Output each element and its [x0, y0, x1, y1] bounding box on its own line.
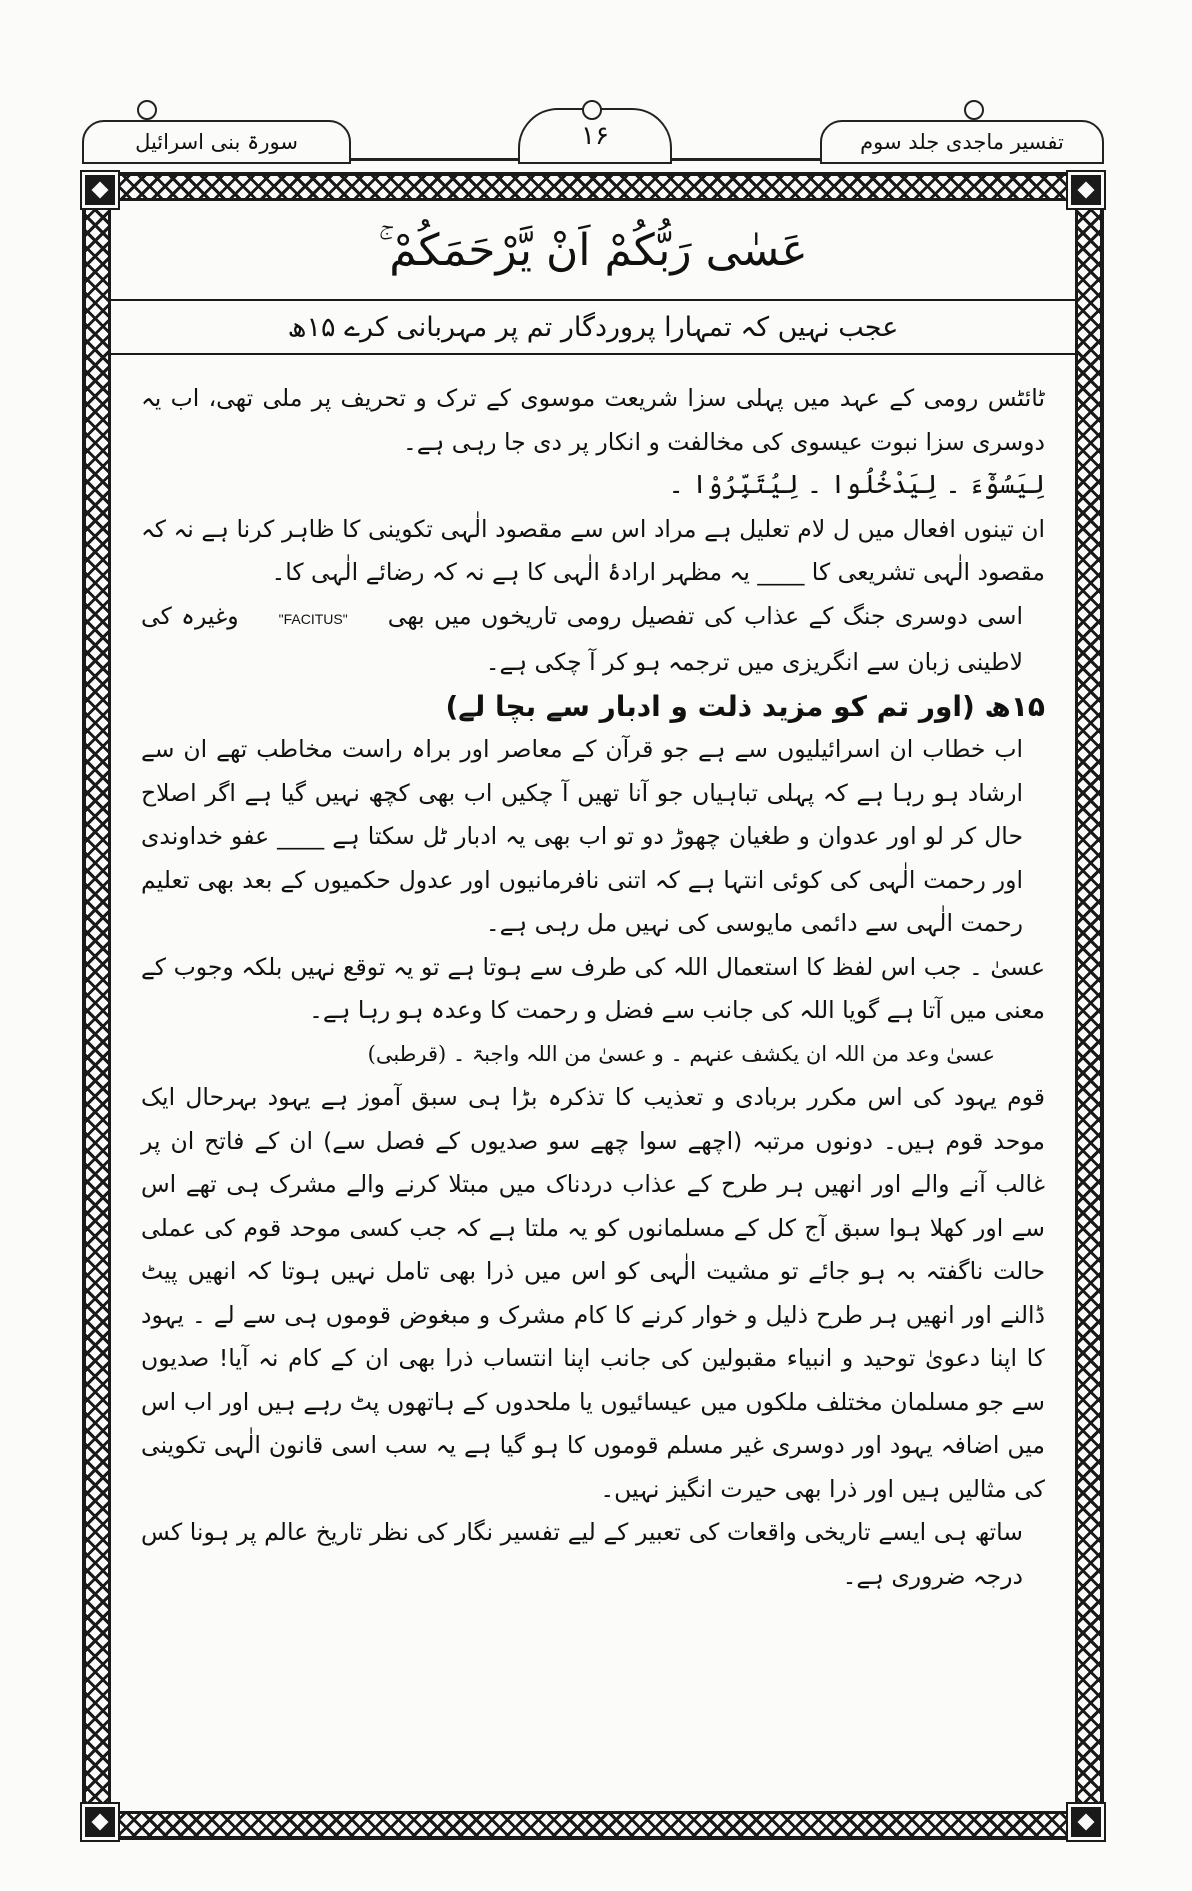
running-header — [82, 100, 1104, 172]
paragraph-text: عسیٰ ۔ جب اس لفظ کا استعمال اللہ کی طرف سے ہوتا ہے تو یہ توقع نہیں بلکہ وجوب کے معنی میں آتا ہے گویا اللہ کی جانب سے فضل و رحمت کا وعدہ ہو رہا ہے۔ — [141, 952, 1045, 1024]
paragraph-text: ٹائٹس رومی کے عہد میں پہلی سزا شریعت موسوی کے ترک و تحریف پر ملی تھی، اب یہ دوسری سزا نبوت عیسوی کی مخالفت و انکار پر دی جا رہی ہے۔ — [141, 384, 1045, 456]
commentary-paragraph — [141, 1033, 1045, 1077]
surah-title: سورۃ بنی اسرائیل — [82, 120, 351, 164]
commentary-text — [111, 355, 1075, 1598]
page-number: ۱۶ — [518, 108, 672, 164]
paragraph-text: قوم یہود کی اس مکرر بربادی و تعذیب کا تذکرہ بڑا ہی سبق آموز ہے یہود بہرحال ایک موحد قوم ہیں۔ دونوں مرتبہ (اچھے سوا چھے سو صدیوں کے فصل سے) ان کے فاتح ان پر غالب آنے والے اور انھیں ہر طرح کے عذاب دردناک میں مبتلا کرنے والے مشرک ہی تھے اس سے اور کھلا ہوا سبق آج کل کے مسلمانوں کو یہ ملتا ہے کہ جب کسی موحد قوم کی عملی حالت ناگفتہ بہ ہو جائے تو مشیت الٰہی کو اس میں ذرا بھی تامل نہیں ہوتا کہ انھیں پیٹ ڈالنے اور انھیں ہر طرح ذلیل و خوار کرنے کا کام مشرک و مبغوض قوموں ہی سے لے ۔ یہود کا اپنا دعویٰ توحید و انبیاء مقبولین کی جانب اپنا انتساب ذرا بھی ان کے کام نہ آیا! صدیوں سے جو مسلمان مختلف ملکوں میں عیسائیوں یا ملحدوں کے ہاتھوں پٹ رہے ہیں اور اب اس میں اضافہ یہود اور دوسری غیر مسلم قوموں کا ہو گیا ہے یہ سب اسی قانون الٰہی تکوینی کی مثالیں ہیں اور ذرا بھی حیرت انگیز نہیں۔ — [141, 1083, 1045, 1503]
corner-ornament-icon — [82, 172, 118, 208]
book-title: تفسیر ماجدی جلد سوم — [820, 120, 1104, 164]
paragraph-text: اسی دوسری جنگ کے عذاب کی تفصیل رومی تاریخوں میں بھی — [387, 601, 1023, 630]
ornamental-border — [82, 172, 1104, 1840]
commentary-paragraph — [141, 728, 1045, 946]
paragraph-text: ان تینوں افعال میں ل لام تعلیل ہے مراد اس سے مقصود الٰہی تکوینی کا ظاہر کرنا ہے نہ کہ مقصود الٰہی تشریعی کا ____ یہ مظہر ارادۂ الٰہی کا ہے نہ کہ رضائے الٰہی کا۔ — [141, 514, 1045, 586]
commentary-paragraph — [141, 1076, 1045, 1511]
commentary-paragraph — [141, 946, 1045, 1033]
paragraph-text: ۱۵ھ (اور تم کو مزید ذلت و ادبار سے بچا لے) — [445, 689, 1045, 723]
commentary-paragraph — [141, 464, 1045, 508]
paragraph-text: ساتھ ہی ایسے تاریخی واقعات کی تعبیر کے لیے تفسیر نگار کی نظر تاریخ عالم پر ہونا کس درجہ ضروری ہے۔ — [141, 1518, 1023, 1590]
corner-ornament-icon — [82, 1804, 118, 1840]
paragraph-text: لِيَسُوْٓءَ ۔ لِيَدْخُلُوا ۔ لِيُتَبِّرُوْا ۔ — [668, 470, 1045, 500]
verse-box — [111, 201, 1075, 301]
quran-verse: عَسٰی رَبُّکُمْ اَنْ یَّرْحَمَکُمْ ۚ — [378, 224, 808, 276]
commentary-paragraph — [141, 508, 1045, 595]
translation-box — [111, 301, 1075, 355]
paragraph-text-continued: وغیرہ کی لاطینی زبان سے انگریزی میں ترجمہ ہو کر آ چکی ہے۔ — [141, 601, 1023, 676]
paragraph-text: اب خطاب ان اسرائیلیوں سے ہے جو قرآن کے معاصر اور براہ راست مخاطب تھے ان سے ارشاد ہو رہا ہے کہ پہلی تباہیاں جو آنا تھیں آ چکیں اب بھی کچھ نہیں گیا ہے اگر اصلاح حال کر لو اور عدوان و طغیان چھوڑ دو تو اب بھی یہ ادبار ٹل سکتا ہے ____ عفو خداوندی اور رحمت الٰہی کی کوئی انتہا ہے کہ اتنی نافرمانیوں اور عدول حکمیوں کے بعد بھی تعلیم رحمت الٰہی سے دائمی مایوسی کی نہیں مل رہی ہے۔ — [141, 735, 1023, 937]
latin-term: "FACITUS" — [278, 610, 348, 627]
commentary-paragraph — [141, 595, 1045, 685]
page-body — [108, 198, 1078, 1814]
commentary-paragraph — [141, 1511, 1045, 1598]
corner-ornament-icon — [1068, 172, 1104, 208]
corner-ornament-icon — [1068, 1804, 1104, 1840]
ornament-icon — [582, 100, 602, 120]
ornament-icon — [137, 100, 157, 120]
commentary-paragraph — [141, 377, 1045, 464]
verse-translation: عجب نہیں کہ تمہارا پروردگار تم پر مہربانی کرے ۱۵ھ — [287, 311, 899, 343]
ornament-icon — [964, 100, 984, 120]
commentary-paragraph — [141, 685, 1045, 729]
paragraph-text: عسیٰ وعد من اللہ ان یکشف عنہم ۔ و عسیٰ من اللہ واجبۃ ۔ (قرطبی) — [367, 1041, 995, 1066]
